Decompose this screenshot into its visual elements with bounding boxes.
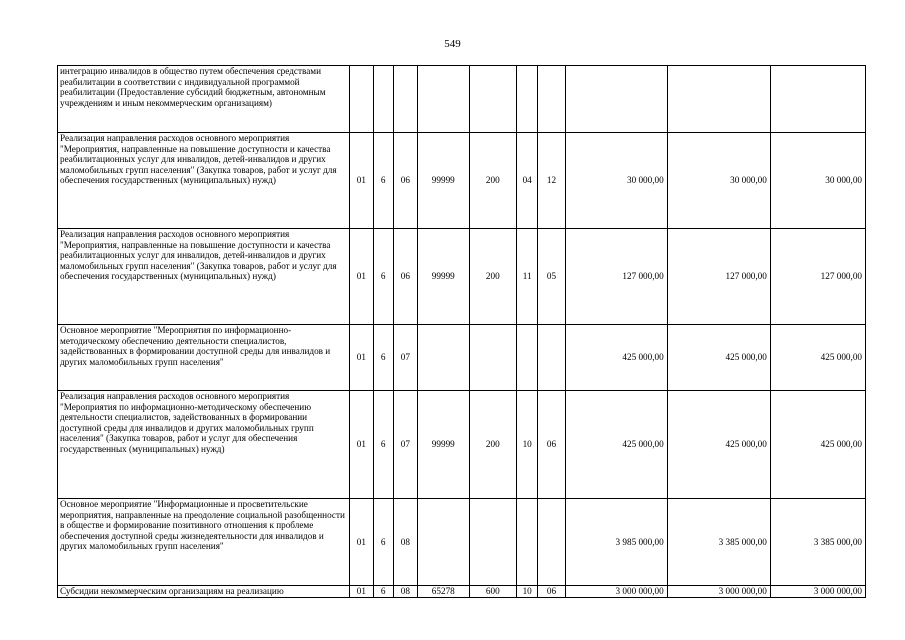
code-program: 01	[350, 499, 373, 586]
amount-year-1	[565, 66, 667, 133]
table-row	[58, 229, 866, 325]
code-activity: 07	[393, 391, 417, 499]
budget-table	[57, 65, 866, 598]
code-subsection: 06	[538, 391, 565, 499]
row-description: Реализация направления расходов основного мероприятия "Мероприятия по информационно-методическому обеспечению деятельности специалистов, задействованных в формировании доступной среды для инвалидов и других маломобильных групп населения" (Закупка товаров, работ и услуг для обеспечения государственных (муниципальных) нужд)	[58, 391, 350, 499]
code-activity: 08	[393, 499, 417, 586]
code-expense-type	[469, 325, 517, 391]
table-row	[58, 133, 866, 229]
code-program: 01	[350, 133, 373, 229]
code-subprogram: 6	[373, 499, 393, 586]
amount-year-3: 3 000 000,00	[770, 586, 865, 598]
code-activity: 07	[393, 325, 417, 391]
page-number: 549	[444, 38, 461, 50]
amount-year-1: 30 000,00	[565, 133, 667, 229]
row-description: Реализация направления расходов основного мероприятия "Мероприятия, направленные на повышение доступности и качества реабилитационных услуг для инвалидов, детей-инвалидов и других маломобильных групп населения" (Закупка товаров, работ и услуг для обеспечения государственных (муниципальных) нужд)	[58, 229, 350, 325]
amount-year-3: 425 000,00	[770, 325, 865, 391]
amount-year-2: 425 000,00	[667, 325, 770, 391]
code-subsection	[538, 499, 565, 586]
code-subsection: 06	[538, 586, 565, 598]
amount-year-3	[770, 66, 865, 133]
table-row	[58, 586, 866, 598]
code-subsection: 12	[538, 133, 565, 229]
amount-year-3: 425 000,00	[770, 391, 865, 499]
code-program: 01	[350, 586, 373, 598]
amount-year-2: 127 000,00	[667, 229, 770, 325]
code-direction	[417, 325, 469, 391]
amount-year-1: 425 000,00	[565, 325, 667, 391]
code-direction	[417, 66, 469, 133]
amount-year-2	[667, 66, 770, 133]
amount-year-1: 127 000,00	[565, 229, 667, 325]
code-subsection: 05	[538, 229, 565, 325]
code-program: 01	[350, 229, 373, 325]
row-description: Основное мероприятие "Информационные и просветительские мероприятия, направленные на преодоление социальной разобщенности в обществе и формирование позитивного отношения к проблеме обеспечения доступной среды жизнедеятельности для инвалидов и других маломобильных групп населения"	[58, 499, 350, 586]
code-expense-type	[469, 66, 517, 133]
code-subprogram: 6	[373, 391, 393, 499]
amount-year-2: 3 385 000,00	[667, 499, 770, 586]
amount-year-3: 127 000,00	[770, 229, 865, 325]
code-direction: 65278	[417, 586, 469, 598]
amount-year-2: 3 000 000,00	[667, 586, 770, 598]
row-description: Основное мероприятие "Мероприятия по информационно-методическому обеспечению деятельности специалистов, задействованных в формировании доступной среды для инвалидов и других маломобильных групп населения"	[58, 325, 350, 391]
code-expense-type: 200	[469, 391, 517, 499]
table-row	[58, 499, 866, 586]
code-section: 04	[517, 133, 538, 229]
code-subprogram	[373, 66, 393, 133]
code-expense-type: 200	[469, 133, 517, 229]
code-expense-type: 200	[469, 229, 517, 325]
code-subprogram: 6	[373, 133, 393, 229]
code-subsection	[538, 325, 565, 391]
row-description: Субсидии некоммерческим организациям на реализацию	[58, 586, 350, 598]
code-direction: 99999	[417, 133, 469, 229]
amount-year-3: 3 385 000,00	[770, 499, 865, 586]
code-subsection	[538, 66, 565, 133]
code-activity: 06	[393, 229, 417, 325]
row-description: Реализация направления расходов основного мероприятия "Мероприятия, направленные на повышение доступности и качества реабилитационных услуг для инвалидов, детей-инвалидов и других маломобильных групп населения" (Закупка товаров, работ и услуг для обеспечения государственных (муниципальных) нужд)	[58, 133, 350, 229]
row-description: интеграцию инвалидов в общество путем обеспечения средствами реабилитации в соответствии с индивидуальной программой реабилитации (Предоставление субсидий бюджетным, автономным учреждениям и иным некоммерческим организациям)	[58, 66, 350, 133]
amount-year-1: 425 000,00	[565, 391, 667, 499]
code-expense-type	[469, 499, 517, 586]
amount-year-2: 30 000,00	[667, 133, 770, 229]
amount-year-1: 3 000 000,00	[565, 586, 667, 598]
code-expense-type: 600	[469, 586, 517, 598]
table-row	[58, 325, 866, 391]
code-activity: 06	[393, 133, 417, 229]
code-section: 11	[517, 229, 538, 325]
table-row	[58, 66, 866, 133]
code-subprogram: 6	[373, 229, 393, 325]
table-row	[58, 391, 866, 499]
amount-year-3: 30 000,00	[770, 133, 865, 229]
code-section	[517, 325, 538, 391]
code-subprogram: 6	[373, 586, 393, 598]
code-program: 01	[350, 391, 373, 499]
code-activity	[393, 66, 417, 133]
code-subprogram: 6	[373, 325, 393, 391]
code-section	[517, 66, 538, 133]
code-activity: 08	[393, 586, 417, 598]
amount-year-2: 425 000,00	[667, 391, 770, 499]
amount-year-1: 3 985 000,00	[565, 499, 667, 586]
code-section: 10	[517, 586, 538, 598]
code-section	[517, 499, 538, 586]
code-direction: 99999	[417, 391, 469, 499]
code-program: 01	[350, 325, 373, 391]
code-section: 10	[517, 391, 538, 499]
code-direction	[417, 499, 469, 586]
code-program	[350, 66, 373, 133]
code-direction: 99999	[417, 229, 469, 325]
